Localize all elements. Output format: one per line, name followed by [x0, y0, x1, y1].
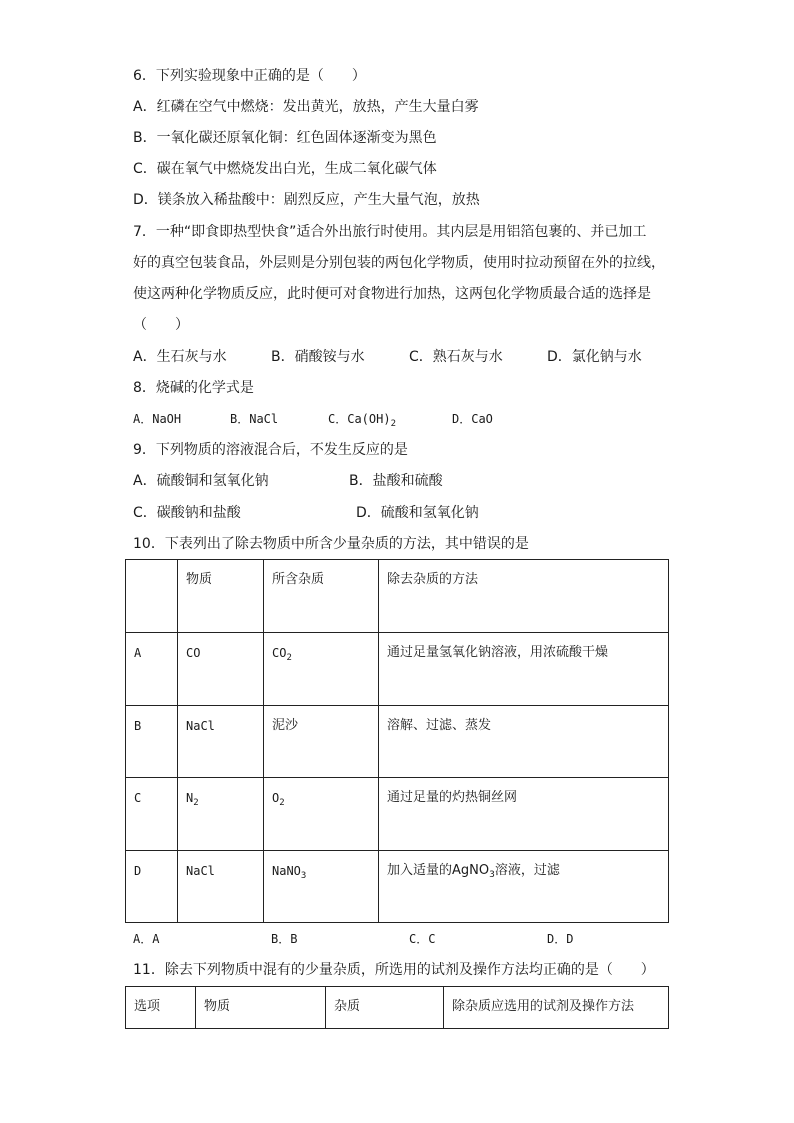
q6-option-d: D．镁条放入稀盐酸中：剧烈反应，产生大量气泡，放热: [133, 192, 480, 208]
row-label: D: [134, 864, 142, 878]
header-cell: 除杂质应选用的试剂及操作方法: [444, 987, 669, 1029]
q7-stem-line-1: 7．一种“即食即热型快食”适合外出旅行时使用。其内层是用铝箔包裹的、并已加工: [133, 224, 647, 240]
q8-stem: 8．烧碱的化学式是: [133, 380, 254, 396]
row-method: 通过足量的灼热铜丝网: [387, 790, 518, 805]
q11-table: [125, 986, 669, 1029]
q8-option-d: D．CaO: [452, 412, 493, 426]
row-substance: CO: [186, 646, 201, 660]
q7-option-a: A．生石灰与水: [133, 349, 227, 365]
header-cell: 物质: [196, 987, 326, 1029]
q8-option-b: B．NaCl: [230, 412, 279, 426]
q6-option-b: B．一氧化碳还原氧化铜：红色固体逐渐变为黑色: [133, 130, 437, 146]
q9-option-c: C．碳酸钠和盐酸: [133, 505, 241, 521]
row-substance: NaCl: [186, 864, 215, 878]
q7-option-c: C．熟石灰与水: [409, 349, 503, 365]
q11-stem: 11．除去下列物质中混有的少量杂质，所选用的试剂及操作方法均正确的是（ ）: [133, 962, 655, 978]
header-cell: 物质: [178, 560, 264, 633]
row-substance: NaCl: [186, 719, 215, 733]
table-row: [126, 706, 669, 778]
table-row: [126, 778, 669, 851]
row-method: 溶解、过滤、蒸发: [387, 718, 492, 733]
q9-option-d: D．硫酸和氢氧化钠: [356, 505, 479, 521]
row-impurity: $O_2$: [272, 791, 285, 808]
row-method: 通过足量氢氧化钠溶液，用浓硫酸干燥: [387, 645, 609, 660]
q10-option-a: A．A: [133, 932, 160, 946]
table-row: [126, 633, 669, 706]
q7-stem-line-3: 使这两种化学物质反应，此时便可对食物进行加热，这两包化学物质最合适的选择是: [133, 286, 651, 302]
q10-option-c: C．C: [409, 932, 436, 946]
row-label: C: [134, 791, 142, 805]
q10-table: [125, 559, 669, 923]
row-impurity: NaNO$_3$: [272, 864, 307, 881]
q9-option-b: B．盐酸和硫酸: [349, 473, 443, 489]
q8-option-c: C．$Ca(OH)_2$: [328, 412, 396, 429]
header-cell: 所含杂质: [264, 560, 379, 633]
row-method: 加入适量的AgNO$_3$溶液，过滤: [387, 863, 560, 880]
q10-stem: 10．下表列出了除去物质中所含少量杂质的方法，其中错误的是: [133, 536, 529, 552]
row-label: B: [134, 719, 142, 733]
header-cell: 选项: [126, 987, 196, 1029]
q7-option-d: D．氯化钠与水: [547, 349, 642, 365]
q7-option-b: B．硝酸铵与水: [271, 349, 365, 365]
table-header-row: [126, 560, 669, 633]
q10-option-b: B．B: [271, 932, 298, 946]
header-cell: 除去杂质的方法: [379, 560, 669, 633]
q9-stem: 9．下列物质的溶液混合后，不发生反应的是: [133, 442, 408, 458]
q6-option-a: A．红磷在空气中燃烧：发出黄光，放热，产生大量白雾: [133, 99, 479, 115]
header-cell: 杂质: [326, 987, 444, 1029]
q7-stem-line-4: （ ）: [133, 317, 189, 333]
row-impurity: 泥沙: [272, 718, 299, 733]
q6-stem: 6．下列实验现象中正确的是（ ）: [133, 68, 366, 84]
q6-option-c: C．碳在氧气中燃烧发出白光，生成二氧化碳气体: [133, 161, 437, 177]
table-row: [126, 851, 669, 923]
row-label: A: [134, 646, 142, 660]
header-cell: [126, 560, 178, 633]
q9-option-a: A．硫酸铜和氢氧化钠: [133, 473, 269, 489]
q8-option-a: A．NaOH: [133, 412, 182, 426]
q7-stem-line-2: 好的真空包装食品，外层则是分别包装的两包化学物质，使用时拉动预留在外的拉线，: [133, 255, 665, 271]
table-header-row: [126, 987, 669, 1029]
row-impurity: $CO_2$: [272, 646, 292, 663]
row-substance: $N_2$: [186, 791, 199, 808]
q10-option-d: D．D: [547, 932, 574, 946]
